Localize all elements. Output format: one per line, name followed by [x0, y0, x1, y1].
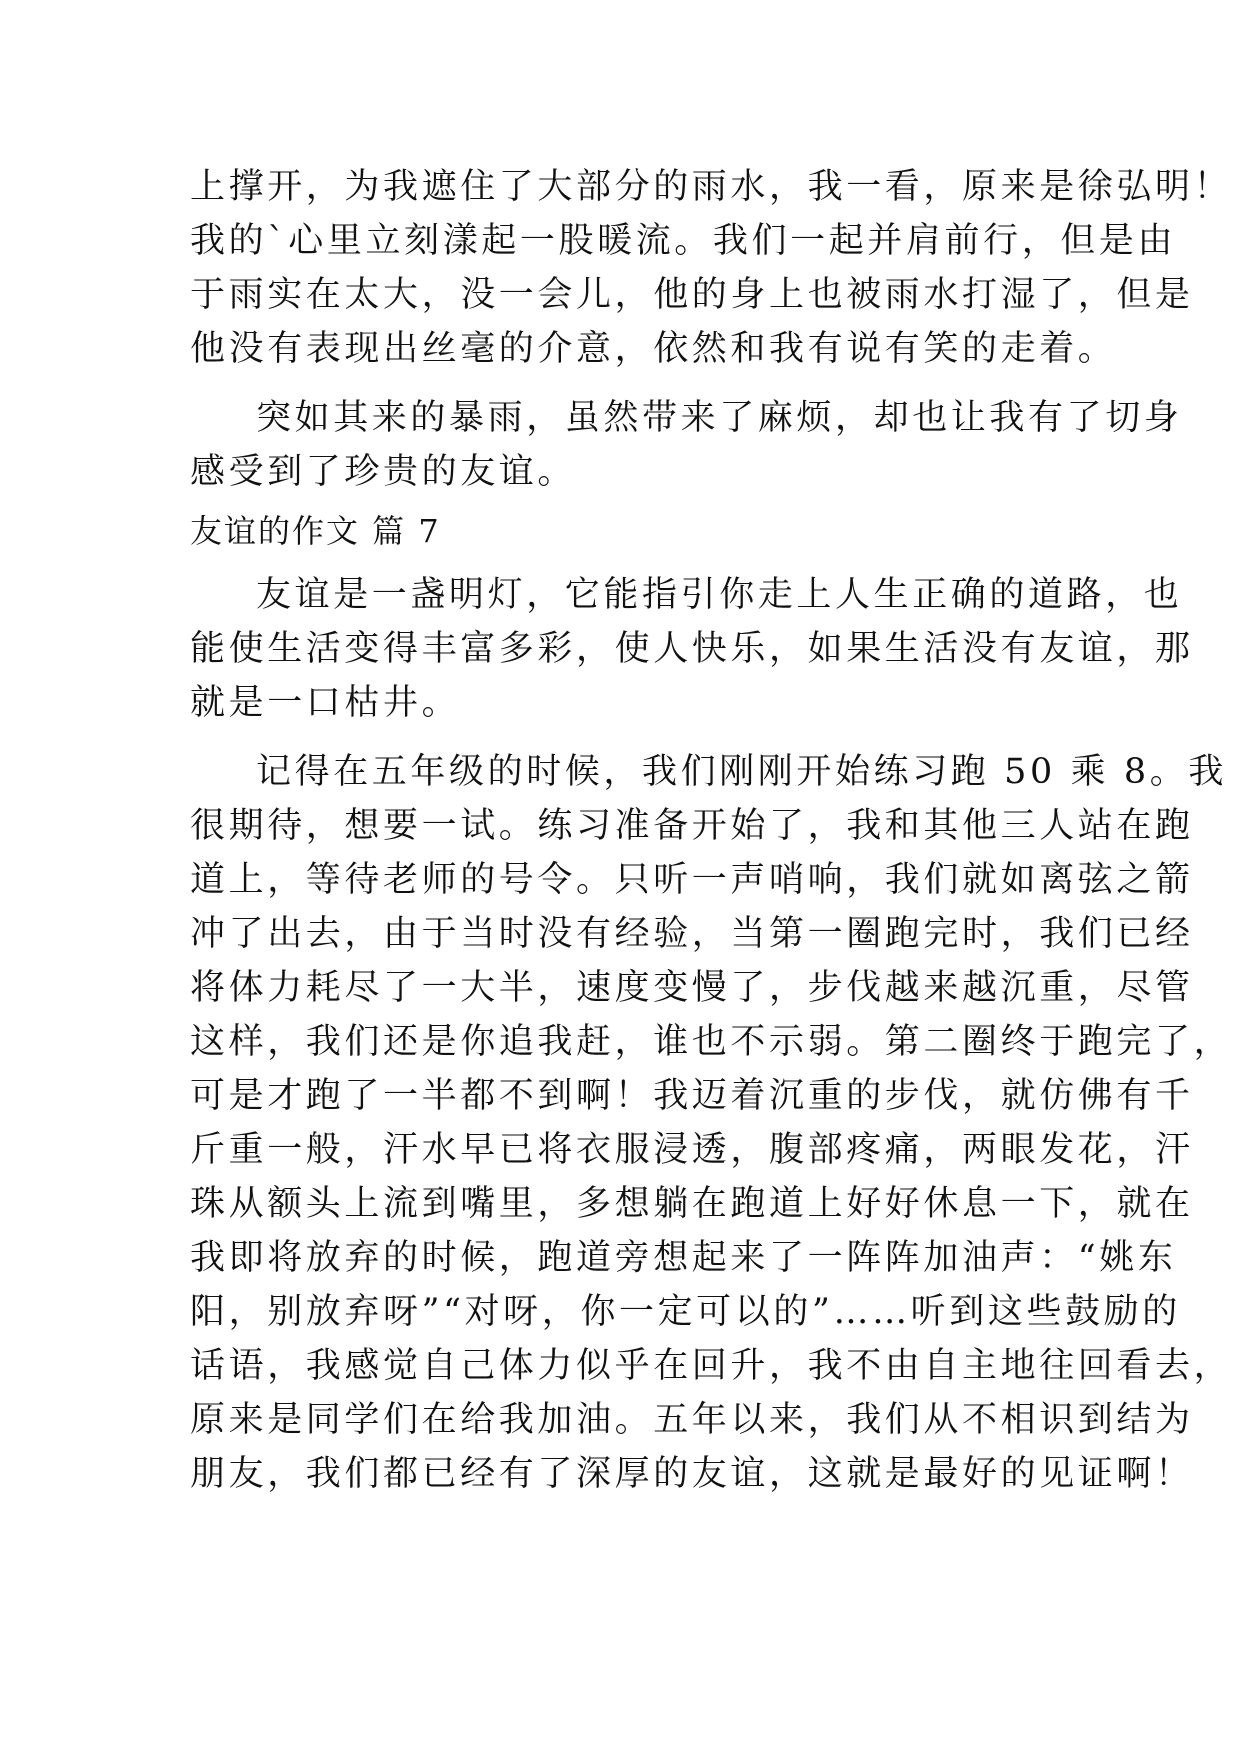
- text-line: 冲了出去，由于当时没有经验，当第一圈跑完时，我们已经: [190, 914, 1194, 954]
- text-line: 道上，等待老师的号令。只听一声哨响，我们就如离弦之箭: [190, 860, 1194, 900]
- text-line: 珠从额头上流到嘴里，多想躺在跑道上好好休息一下，就在: [190, 1184, 1194, 1224]
- text-line: 能使生活变得丰富多彩，使人快乐，如果生活没有友谊，那: [190, 629, 1194, 669]
- text-line: 我即将放弃的时候，跑道旁想起来了一阵阵加油声：“姚东: [190, 1238, 1177, 1278]
- text-line: 斤重一般，汗水早已将衣服浸透，腹部疼痛，两眼发花，汗: [190, 1130, 1194, 1170]
- paragraph-first-line: 记得在五年级的时候，我们刚刚开始练习跑 50 乘 8。我: [256, 752, 1227, 792]
- text-line: 他没有表现出丝毫的介意，依然和我有说有笑的走着。: [190, 329, 1117, 369]
- paragraph-first-line: 突如其来的暴雨，虽然带来了麻烦，却也让我有了切身: [256, 398, 1183, 438]
- text-line: 朋友，我们都已经有了深厚的友谊，这就是最好的见证啊！: [190, 1454, 1194, 1494]
- text-line: 上撑开，为我遮住了大部分的雨水，我一看，原来是徐弘明！: [190, 167, 1233, 207]
- text-line: 感受到了珍贵的友谊。: [190, 452, 577, 492]
- text-line: 就是一口枯井。: [190, 683, 461, 723]
- text-line: 很期待，想要一试。练习准备开始了，我和其他三人站在跑: [190, 806, 1194, 846]
- text-line: 将体力耗尽了一大半，速度变慢了，步伐越来越沉重，尽管: [190, 968, 1194, 1008]
- section-heading: 友谊的作文 篇 7: [190, 512, 441, 550]
- text-line: 于雨实在太大，没一会儿，他的身上也被雨水打湿了，但是: [190, 275, 1194, 315]
- text-line: 可是才跑了一半都不到啊！我迈着沉重的步伐，就仿佛有千: [190, 1076, 1194, 1116]
- text-line: 话语，我感觉自己体力似乎在回升，我不由自主地往回看去，: [190, 1346, 1233, 1386]
- text-line: 原来是同学们在给我加油。五年以来，我们从不相识到结为: [190, 1400, 1194, 1440]
- paragraph-first-line: 友谊是一盏明灯，它能指引你走上人生正确的道路，也: [256, 575, 1183, 615]
- text-line: 我的`心里立刻漾起一股暖流。我们一起并肩前行，但是由: [190, 221, 1177, 261]
- text-line: 阳，别放弃呀”“对呀，你一定可以的”……听到这些鼓励的: [190, 1292, 1181, 1332]
- text-line: 这样，我们还是你追我赶，谁也不示弱。第二圈终于跑完了，: [190, 1022, 1233, 1062]
